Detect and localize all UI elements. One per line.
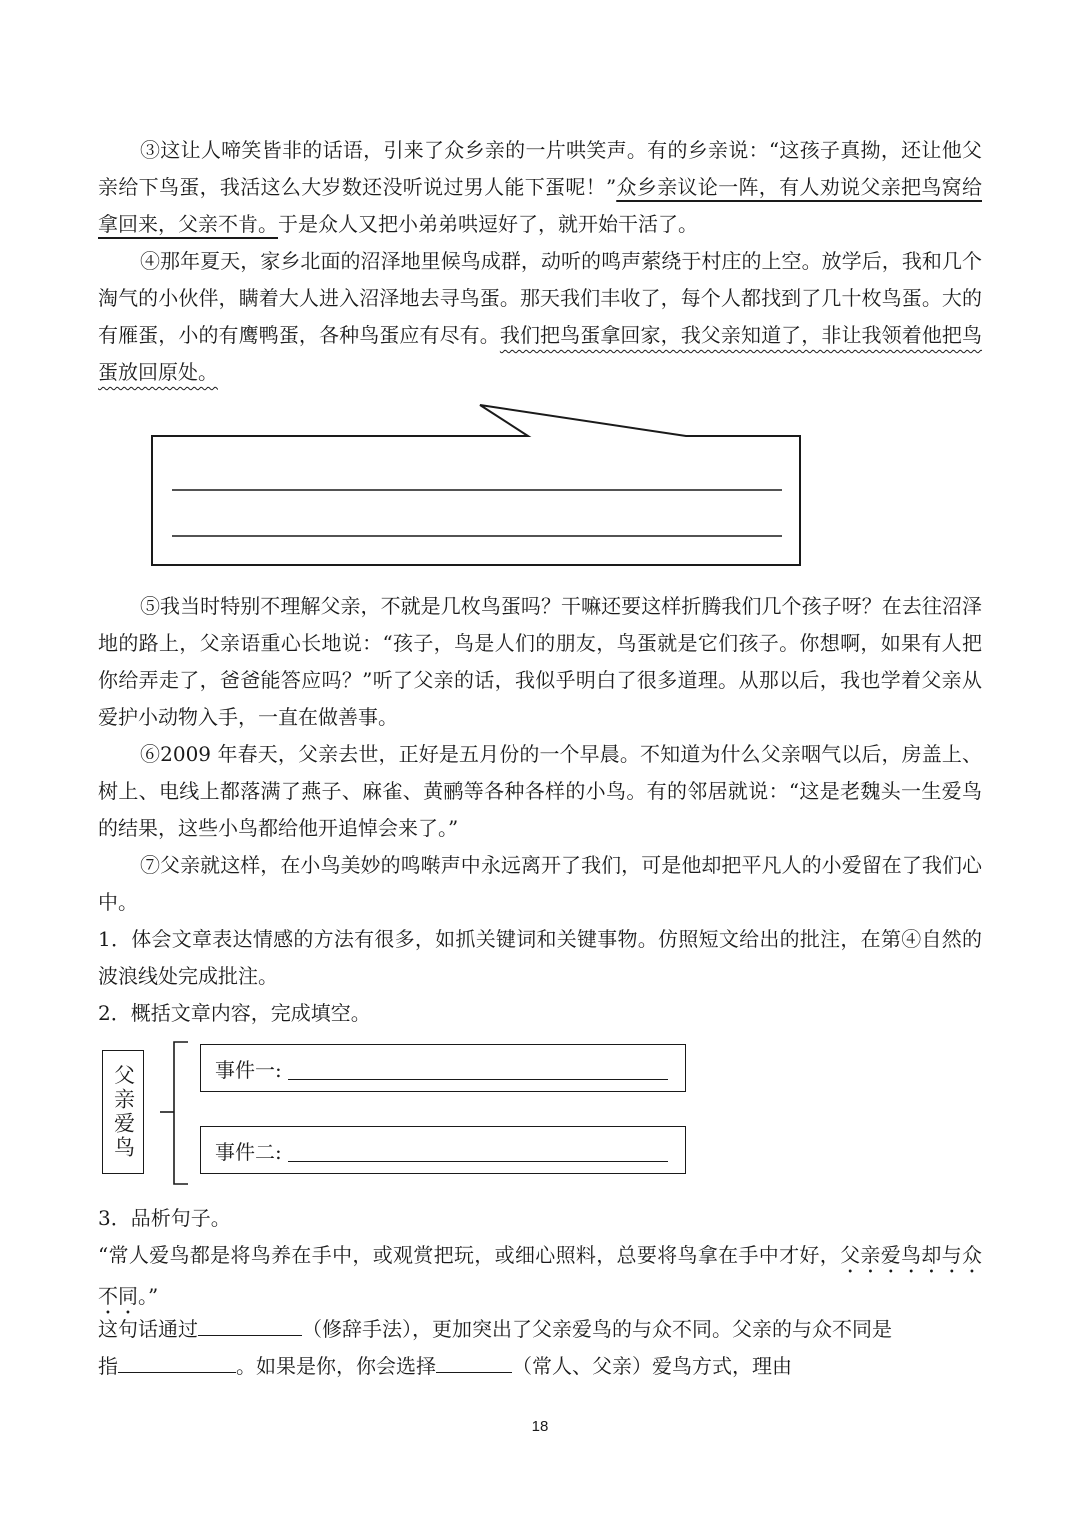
q3-line1-b: （修辞手法），更加突出了父亲爱鸟的与众不同。父亲的与众不同是 xyxy=(302,1317,892,1341)
paragraph-7: ⑦父亲就这样，在小鸟美妙的鸣啭声中永远离开了我们，可是他却把平凡人的小爱留在了我们心中。 xyxy=(98,853,982,914)
event-2-label: 事件二: xyxy=(215,1139,282,1164)
event-2-box xyxy=(200,1126,686,1174)
p4-wavy-line: 我们把鸟蛋拿回家，我父亲知道了，非让我领着他把鸟蛋放回原处。 xyxy=(98,323,983,384)
p3-text-before: ③这让人啼笑皆非的话语，引来了众乡亲的一片哄笑声。有的乡亲说：“这孩子真拗，还让他父亲给下鸟蛋，我活这么大岁数还没听说过男人能下蛋呢！” xyxy=(98,138,982,199)
event-2-answer-line[interactable] xyxy=(288,1139,668,1162)
event-1-label: 事件一: xyxy=(215,1057,282,1082)
fathers-love-birds-label-box xyxy=(102,1050,144,1174)
question-2: 2．概括文章内容，完成填空。 xyxy=(98,1001,371,1025)
paragraph-4 xyxy=(98,243,982,391)
rhetoric-blank[interactable] xyxy=(198,1313,302,1336)
quote-part-b: ” xyxy=(148,1284,159,1308)
p4-text-before: ④那年夏天，家乡北面的沼泽地里候鸟成群，动听的鸣声萦绕于村庄的上空。放学后，我和几个淘气的小伙伴，瞒着大人进入沼泽地去寻鸟蛋。那天我们丰收了，每个人都找到了几十枚鸟蛋。大的有雁蛋，小的有鹰鸭蛋，各种鸟蛋应有尽有。 xyxy=(98,249,982,347)
annotation-callout-box xyxy=(150,402,802,570)
p3-underlined: 众乡亲议论一阵，有人劝说父亲把鸟窝给拿回来，父亲不肯。 xyxy=(98,175,982,236)
paragraph-5: ⑤我当时特别不理解父亲，不就是几枚鸟蛋吗？干嘛还要这样折腾我们几个孩子呀？在去往沼泽地的路上，父亲语重心长地说：“孩子，鸟是人们的朋友，鸟蛋就是它们孩子。你想啊，如果有人把你给弄走了，爸爸能答应吗？”听了父亲的话，我似乎明白了很多道理。从那以后，我也学着父亲从爱护小动物入手，一直在做善事。 xyxy=(98,594,982,729)
page-number: 18 xyxy=(531,1418,549,1435)
question-3-blanks xyxy=(98,1311,982,1385)
q3-line2-a: 指 xyxy=(98,1354,118,1378)
difference-blank[interactable] xyxy=(118,1350,236,1373)
question-3-quote xyxy=(98,1237,982,1319)
q3-line2-c: （常人、父亲）爱鸟方式，理由 xyxy=(512,1354,792,1378)
paragraph-3 xyxy=(98,132,982,243)
p3-text-after: 于是众人又把小弟弟哄逗好了，就开始干活了。 xyxy=(278,212,698,236)
choice-blank[interactable] xyxy=(436,1350,512,1373)
event-1-answer-line[interactable] xyxy=(288,1057,668,1080)
q3-line2-b: 。如果是你，你会选择 xyxy=(236,1354,436,1378)
quote-emphasized: 父亲爱鸟却与众不同。 xyxy=(98,1243,982,1308)
fathers-love-birds-label: 父亲爱鸟 xyxy=(111,1064,136,1160)
quote-part-a: “常人爱鸟都是将鸟养在手中，或观赏把玩，或细心照料，总要将鸟拿在手中才好， xyxy=(98,1243,841,1267)
q3-line1-a: 这句话通过 xyxy=(98,1317,198,1341)
paragraph-6: ⑥2009 年春天，父亲去世，正好是五月份的一个早晨。不知道为什么父亲咽气以后，房盖上、树上、电线上都落满了燕子、麻雀、黄鹂等各种各样的小鸟。有的邻居就说：“这是老魏头一生爱鸟的结果，这些小鸟都给他开追悼会来了。” xyxy=(98,742,982,840)
event-1-box xyxy=(200,1044,686,1092)
bracket xyxy=(158,1040,192,1186)
question-1: 1．体会文章表达情感的方法有很多，如抓关键词和关键事物。仿照短文给出的批注，在第④自然的波浪线处完成批注。 xyxy=(98,927,982,988)
question-3: 3．品析句子。 xyxy=(98,1206,231,1230)
